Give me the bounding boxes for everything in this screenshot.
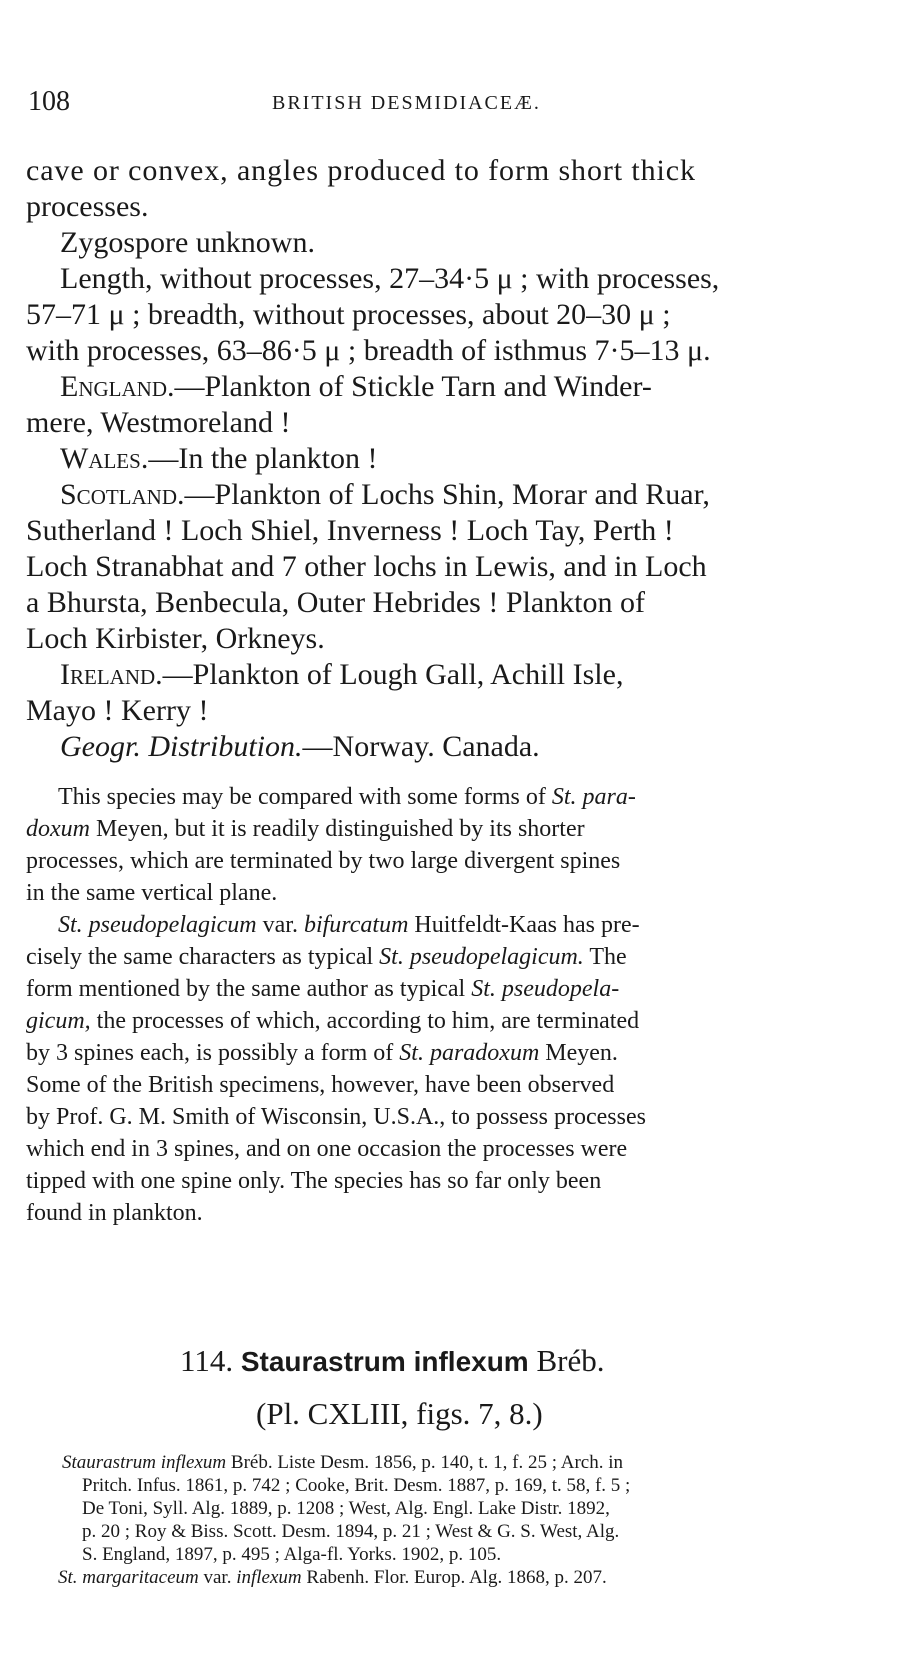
note-text: cisely the same characters as typical <box>26 944 380 970</box>
scotland-line-4: a Bhursta, Benbecula, Outer Hebrides ! Plankton of <box>26 586 645 619</box>
note-1-line-1 <box>58 784 636 811</box>
note-text: Meyen. <box>539 1040 618 1066</box>
note-1-line-4: in the same vertical plane. <box>26 880 278 906</box>
note-taxon: bifurcatum <box>303 912 409 938</box>
ireland-cont: Mayo ! Kerry ! <box>26 694 209 727</box>
note-text: Meyen, but it is readily distinguished by its shorter <box>89 816 585 842</box>
length-line-2: 57–71 μ ; breadth, without processes, about 20–30 μ ; <box>26 298 671 331</box>
note-taxon: St. pseudopelagicum. <box>379 944 584 970</box>
reference-text: Bréb. Liste Desm. 1856, p. 140, t. 1, f. 25 ; Arch. in <box>226 1452 623 1473</box>
note-2-line-5 <box>26 1040 618 1067</box>
page-number: 108 <box>28 86 70 117</box>
england-entry <box>60 370 652 404</box>
description-line-2: processes. <box>26 190 149 223</box>
scotland-entry <box>60 478 710 512</box>
note-taxon: St. paradoxum <box>399 1040 540 1066</box>
note-text: The <box>583 944 627 970</box>
wales-entry <box>60 442 377 476</box>
note-taxon: gicum, <box>26 1008 91 1034</box>
geogr-label: Geogr. Distribution. <box>60 730 303 763</box>
note-2-line-9: tipped with one spine only. The species has so far only been <box>26 1168 602 1194</box>
ireland-label: Ireland. <box>60 658 163 691</box>
reference-line-1 <box>62 1452 623 1474</box>
note-text: var. <box>256 912 304 938</box>
note-2-line-4 <box>26 1008 639 1035</box>
geogr-text: —Norway. Canada. <box>302 730 540 763</box>
note-2-line-7: by Prof. G. M. Smith of Wisconsin, U.S.A., to possess processes <box>26 1104 646 1130</box>
wales-text: —In the plankton ! <box>148 442 378 475</box>
note-2-line-6: Some of the British specimens, however, have been observed <box>26 1072 615 1098</box>
note-taxon: St. pseudopelagicum <box>58 912 257 938</box>
note-text: the processes of which, according to him, are terminated <box>90 1008 640 1034</box>
running-title: BRITISH DESMIDIACEÆ. <box>272 92 541 114</box>
england-label: England. <box>60 370 175 403</box>
reference-text: var. <box>198 1567 237 1588</box>
note-text: by 3 spines each, is possibly a form of <box>26 1040 400 1066</box>
plate-reference: (Pl. CXLIII, figs. 7, 8.) <box>256 1396 543 1431</box>
ireland-text: —Plankton of Lough Gall, Achill Isle, <box>162 658 624 691</box>
reference-line-2: Pritch. Infus. 1861, p. 742 ; Cooke, Brit. Desm. 1887, p. 169, t. 58, f. 5 ; <box>82 1475 631 1496</box>
scotland-line-2: Sutherland ! Loch Shiel, Inverness ! Loch Tay, Perth ! <box>26 514 674 547</box>
reference-taxon: Staurastrum inflexum <box>62 1452 227 1473</box>
note-taxon: St. para- <box>551 784 636 810</box>
wales-label: Wales. <box>60 442 149 475</box>
reference-line-4: p. 20 ; Roy & Biss. Scott. Desm. 1894, p. 21 ; West & G. S. West, Alg. <box>82 1521 620 1542</box>
reference-line-3: De Toni, Syll. Alg. 1889, p. 1208 ; West, Alg. Engl. Lake Distr. 1892, <box>82 1498 610 1519</box>
reference-text: Rabenh. Flor. Europ. Alg. 1868, p. 207. <box>301 1567 607 1588</box>
description-line-1: cave or convex, angles produced to form short thick <box>26 154 696 187</box>
scotland-line-3: Loch Stranabhat and 7 other lochs in Lewis, and in Loch <box>26 550 707 583</box>
length-line-1: Length, without processes, 27–34·5 μ ; with processes, <box>60 262 720 295</box>
ireland-entry <box>60 658 623 692</box>
length-line-3: with processes, 63–86·5 μ ; breadth of isthmus 7·5–13 μ. <box>26 334 711 367</box>
species-heading <box>180 1343 604 1379</box>
geogr-distribution <box>60 730 540 764</box>
species-name: Staurastrum inflexum <box>240 1346 529 1377</box>
reference-line-6 <box>58 1567 607 1589</box>
note-2-line-10: found in plankton. <box>26 1200 203 1226</box>
species-author: Bréb. <box>528 1343 605 1378</box>
note-text: This species may be compared with some forms of <box>58 784 552 810</box>
note-2-line-3 <box>26 976 619 1003</box>
note-text: Huitfeldt-Kaas has pre- <box>408 912 640 938</box>
reference-taxon: inflexum <box>236 1567 302 1588</box>
scotland-line-5: Loch Kirbister, Orkneys. <box>26 622 325 655</box>
note-2-line-1 <box>58 912 640 939</box>
reference-line-5: S. England, 1897, p. 495 ; Alga-fl. Yorks. 1902, p. 105. <box>82 1544 502 1565</box>
note-2-line-8: which end in 3 spines, and on one occasion the processes were <box>26 1136 628 1162</box>
note-1-line-2 <box>26 816 585 843</box>
england-text: —Plankton of Stickle Tarn and Winder- <box>174 370 652 403</box>
note-2-line-2 <box>26 944 627 971</box>
note-1-line-3: processes, which are terminated by two large divergent spines <box>26 848 621 874</box>
scotland-label: Scotland. <box>60 478 185 511</box>
zygospore-line: Zygospore unknown. <box>60 226 315 259</box>
note-text: form mentioned by the same author as typical <box>26 976 472 1002</box>
note-taxon: doxum <box>26 816 90 842</box>
england-cont: mere, Westmoreland ! <box>26 406 291 439</box>
note-taxon: St. pseudopela- <box>471 976 620 1002</box>
reference-taxon: St. margaritaceum <box>58 1567 199 1588</box>
scotland-text: —Plankton of Lochs Shin, Morar and Ruar, <box>184 478 710 511</box>
species-number: 114. <box>180 1343 234 1378</box>
